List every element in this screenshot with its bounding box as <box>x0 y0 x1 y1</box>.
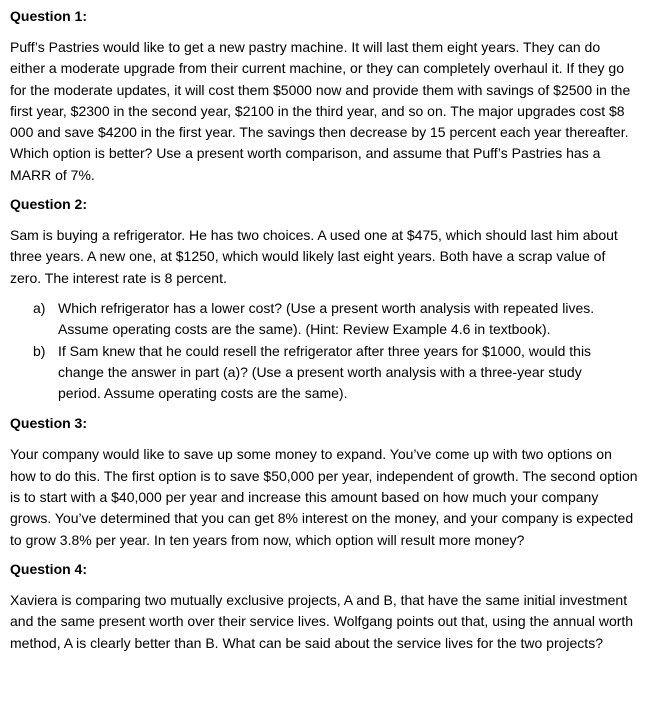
question-3-title: Question 3: <box>10 415 88 432</box>
question-2-parts <box>10 298 638 404</box>
part-a-text: Which refrigerator has a lower cost? (Use a present worth analysis with repeated lives. Assume operating costs are the same). (Hint: Review Example 4.6 in textbook). <box>58 299 595 338</box>
question-2-title: Question 2: <box>10 196 88 213</box>
part-b-marker: b) <box>33 342 46 359</box>
question-2-body: Sam is buying a refrigerator. He has two choices. A used one at $475, which should last him about three years. A new one, at $1250, which would likely last eight years. Both have a scrap value of zero. The interest rate is 8 percent. <box>10 227 618 286</box>
question-1-body: Puff’s Pastries would like to get a new pastry machine. It will last them eight years. They can do either a moderate upgrade from their current machine, or they can completely overhaul it. If they go for the moderate updates, it will cost them $5000 now and provide them with savings of $2500 in the first year, $2300 in the second year, $2100 in the third year, and so on. The major upgrades cost $8 000 and save $4200 in the first year. The savings then decrease by 15 percent each year thereafter. Which option is better? Use a present worth comparison, and assume that Puff’s Pastries has a MARR of 7%. <box>10 39 631 183</box>
question-2-part-b <box>33 341 638 405</box>
question-4-body: Xaviera is comparing two mutually exclusive projects, A and B, that have the same initial investment and the same present worth over their service lives. Wolfgang points out that, using the annual worth method, A is clearly better than B. What can be said about the service lives for the two projects? <box>10 591 634 651</box>
question-4-title: Question 4: <box>10 560 88 577</box>
question-3-body: Your company would like to save up some money to expand. You’ve come up with two options on how to do this. The first option is to save $50,000 per year, independent of growth. The second option is to start with a $40,000 per year and increase this amount based on how much your company grows. You’ve determined that you can get 8% interest on the money, and your company is expected to grow 3.8% per year. In ten years from now, which option will result more money? <box>10 446 638 548</box>
question-1 <box>10 6 638 186</box>
part-b-text: If Sam knew that he could resell the refrigerator after three years for $1000, would this change the answer in part (a)? (Use a present worth analysis with a three-year study period. Assume operating costs are the same). <box>58 342 592 402</box>
question-1-title: Question 1: <box>10 8 88 24</box>
part-a-marker: a) <box>33 299 46 316</box>
question-4 <box>10 559 638 654</box>
question-3 <box>10 413 638 550</box>
question-2-part-a <box>33 298 638 341</box>
question-2 <box>10 194 638 404</box>
